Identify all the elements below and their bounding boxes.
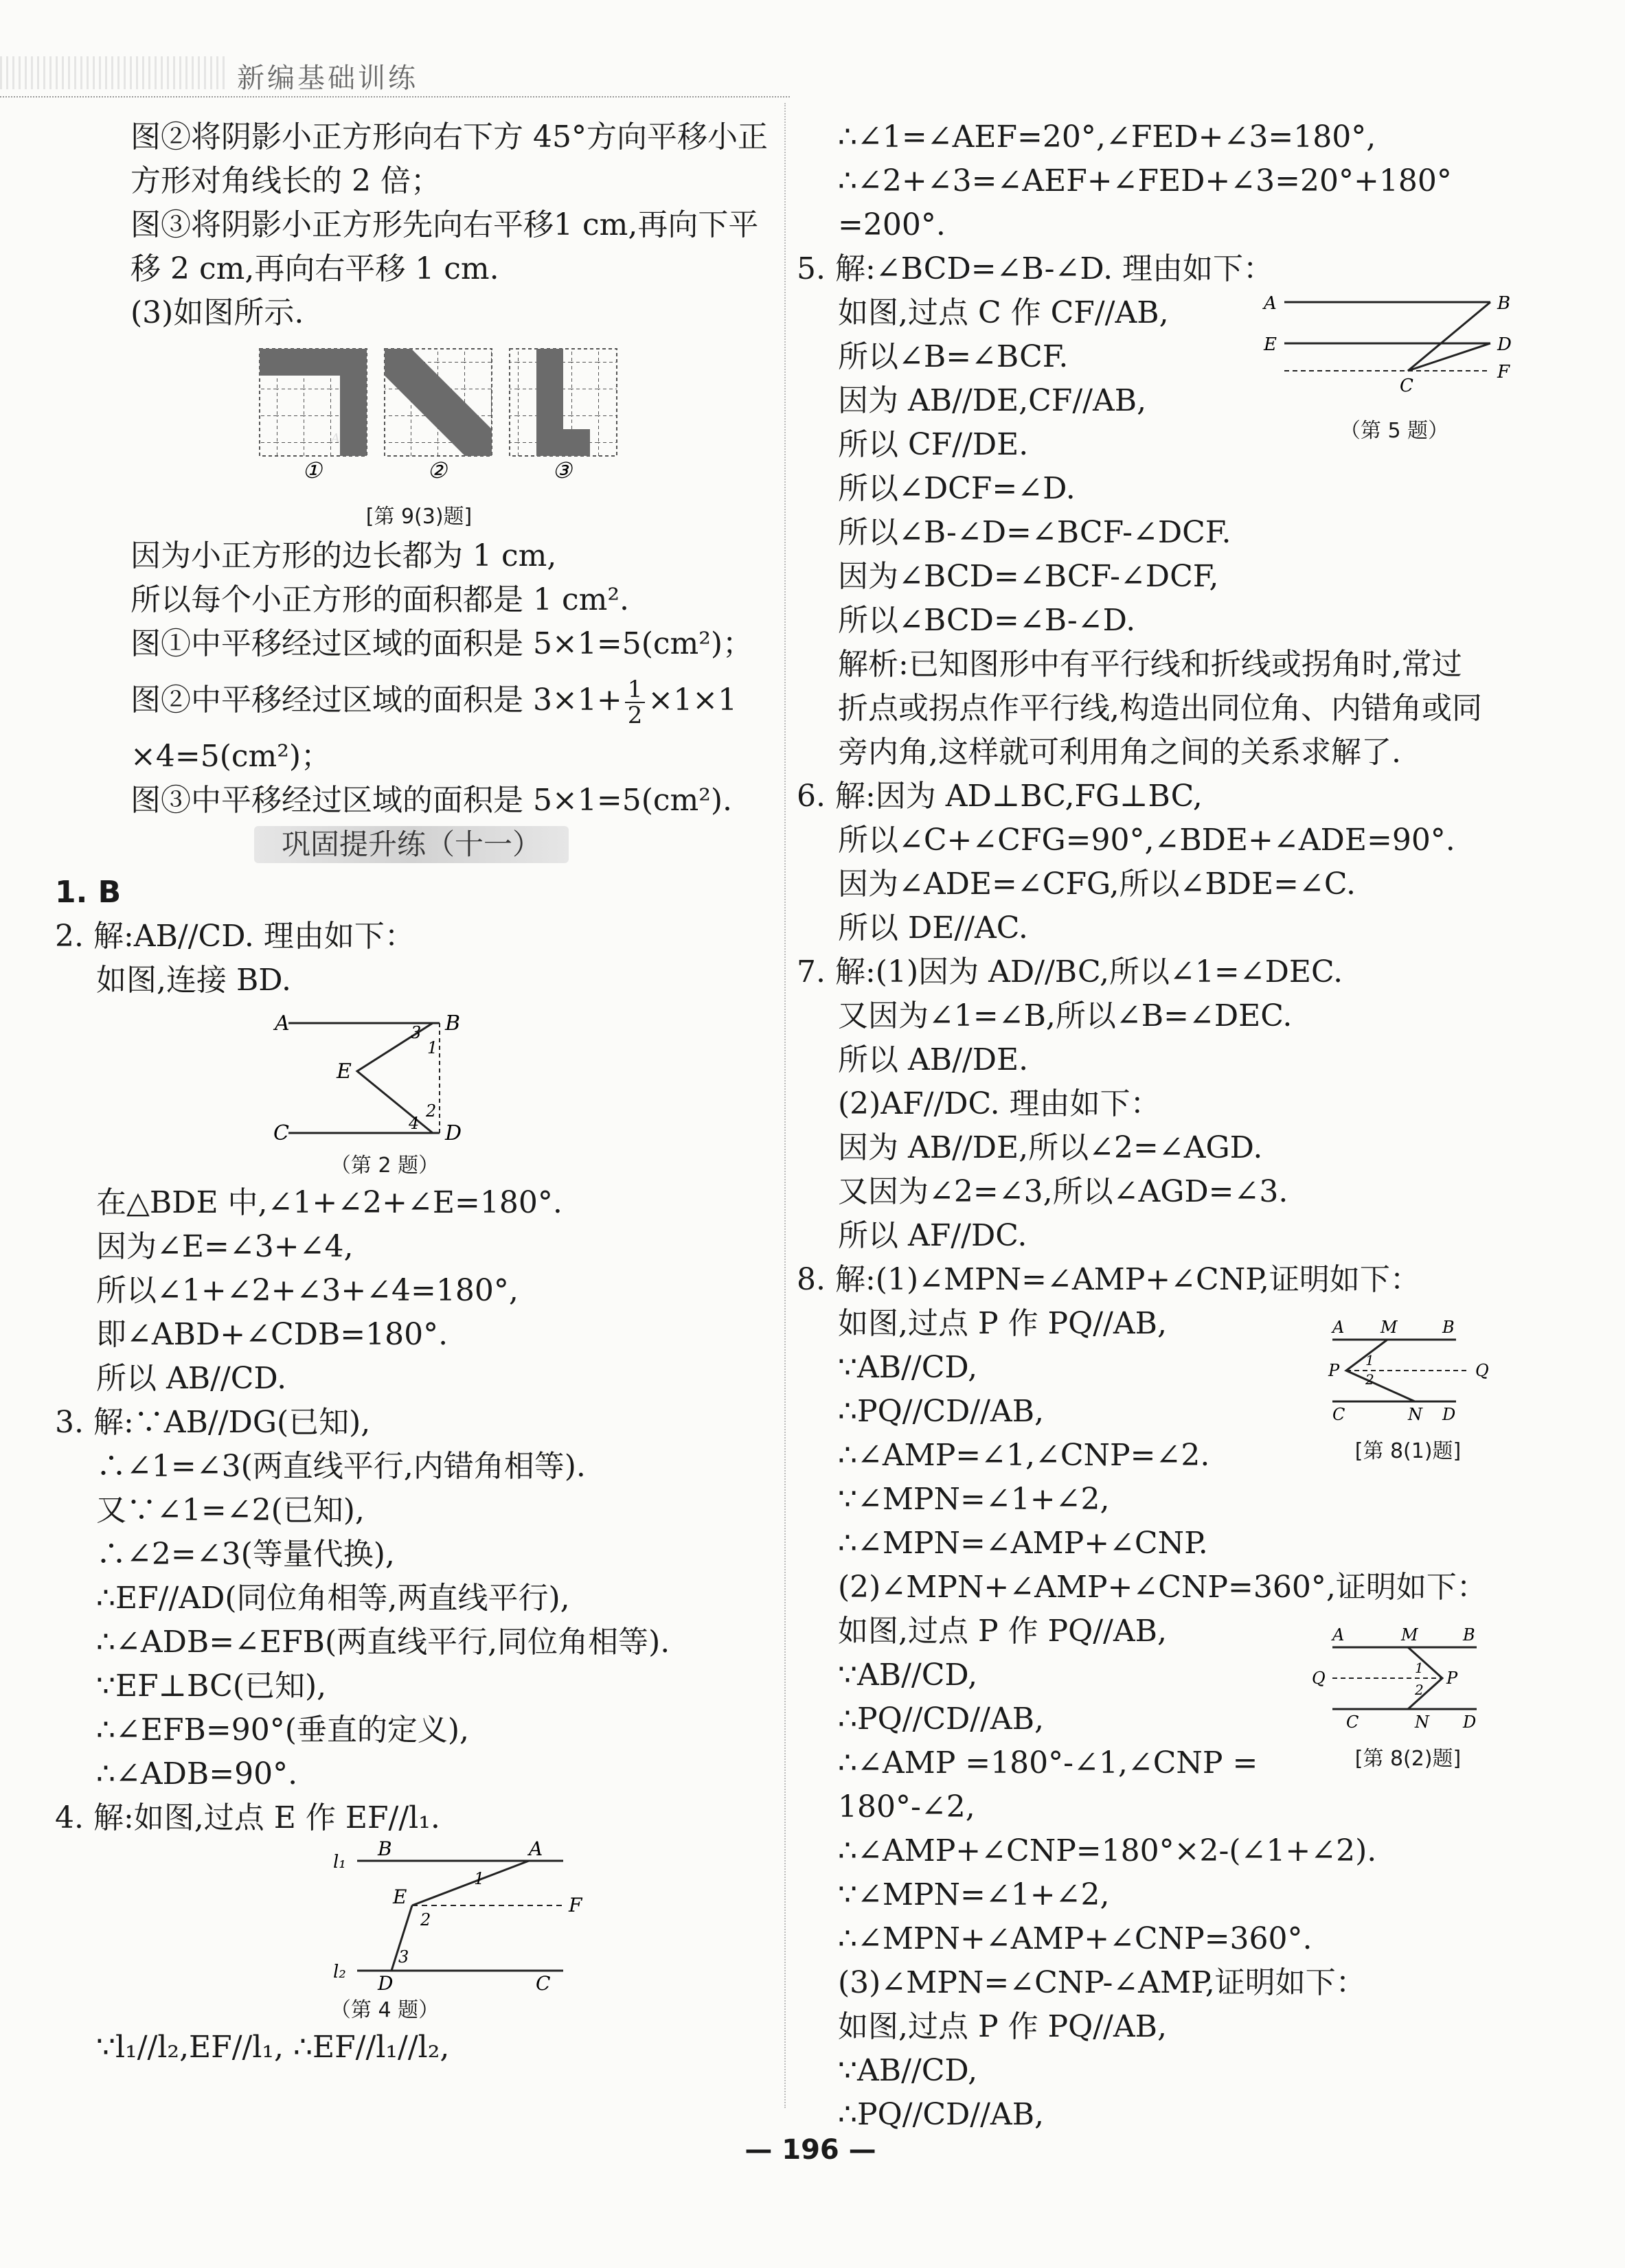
text-line: 180°-∠2, — [838, 1789, 975, 1824]
text-line: ∵AB//CD, — [838, 1658, 978, 1693]
question-6-body — [797, 818, 1566, 950]
text-line: ∵AB//CD, — [838, 2053, 978, 2088]
text-line: 因为小正方形的边长都为 1 cm, — [130, 538, 557, 573]
angle-label: 2 — [420, 1910, 431, 1929]
text-line: 所以 AB//DE. — [838, 1042, 1029, 1077]
point-label: D — [1442, 1405, 1456, 1424]
point-label: F — [569, 1894, 582, 1916]
angle-label: 1 — [1415, 1660, 1424, 1676]
text-line: ×4=5(cm²)； — [130, 739, 332, 774]
question-3-body — [55, 1445, 749, 1796]
question-6-title: 6. 解:因为 AD⊥BC,FG⊥BC, — [797, 779, 1203, 814]
grid-3 — [510, 349, 617, 483]
text-line: 图③将阴影小正方形先向右平移1 cm,再向下平 — [130, 207, 759, 242]
point-label: Q — [1312, 1669, 1326, 1688]
angle-label: 1 — [427, 1038, 438, 1057]
point-label: C — [1400, 376, 1413, 396]
geometry-figure-2 — [55, 1003, 714, 1154]
point-label: B — [1442, 1318, 1455, 1337]
text-line: 因为 AB//DE,CF//AB, — [838, 383, 1147, 418]
text-line: 如图,过点 P 作 PQ//AB, — [838, 1614, 1167, 1649]
text-line: ∴∠2=∠3(等量代换), — [96, 1537, 395, 1572]
angle-label: 2 — [1415, 1682, 1424, 1698]
grid-label: ① — [302, 457, 322, 483]
point-label: A — [1332, 1318, 1345, 1337]
point-label: C — [536, 1972, 551, 1995]
text-line: (2)AF//DC. 理由如下： — [838, 1086, 1161, 1121]
column-divider — [784, 103, 786, 2108]
section-banner: 巩固提升练（十一） — [254, 826, 569, 863]
point-label: A — [275, 1011, 290, 1035]
point-label: A — [1332, 1625, 1345, 1645]
text-line: ∴∠AMP=∠1,∠CNP=∠2. — [838, 1438, 1210, 1473]
figure-caption: [第 9(3)题] — [365, 505, 473, 529]
figure-caption: （第 4 题） — [330, 1998, 440, 2022]
figure-q5 — [1250, 282, 1538, 443]
point-label: B — [445, 1011, 461, 1035]
figure-q4 — [55, 1840, 749, 2026]
point-label: E — [1264, 334, 1277, 355]
text-line: 所以∠DCF=∠D. — [838, 471, 1076, 506]
text-line: ∴∠2+∠3=∠AEF+∠FED+∠3=20°+180° — [838, 163, 1452, 198]
text-line: ∴∠ADB=90°. — [96, 1756, 298, 1791]
left-column — [55, 115, 768, 2070]
text-line: 如图,过点 P 作 PQ//AB, — [838, 1306, 1167, 1341]
figure-caption: [第 8(1)题] — [1354, 1439, 1462, 1463]
angle-label: 2 — [426, 1101, 437, 1121]
point-label: P — [1328, 1361, 1340, 1380]
angle-label: 3 — [398, 1947, 409, 1967]
page-header — [0, 0, 1625, 103]
text-line: 即∠ABD+∠CDB=180°. — [96, 1317, 448, 1352]
point-label: B — [1497, 293, 1511, 314]
text-line: 因为∠ADE=∠CFG,所以∠BDE=∠C. — [838, 867, 1356, 902]
question-8-title: 8. 解:(1)∠MPN=∠AMP+∠CNP,证明如下： — [797, 1262, 1420, 1297]
point-label: C — [273, 1121, 289, 1145]
geometry-figure-8-1 — [1305, 1316, 1552, 1425]
question-7-title: 7. 解:(1)因为 AD//BC,所以∠1=∠DEC. — [797, 954, 1343, 989]
area-block — [89, 534, 753, 823]
point-label: B — [378, 1840, 392, 1860]
text-line: ∵∠MPN=∠1+∠2, — [838, 1482, 1110, 1517]
text-line: 如图,过点 P 作 PQ//AB, — [838, 2009, 1167, 2044]
figure-caption: [第 8(2)题] — [1354, 1747, 1462, 1771]
text-line: ∵l₁//l₂,EF//l₁, ∴EF//l₁//l₂, — [96, 2030, 450, 2065]
angle-label: 1 — [474, 1869, 485, 1888]
question-5 — [797, 247, 1566, 775]
grid-label: ③ — [552, 457, 572, 483]
analysis-line: 折点或拐点作平行线,构造出同位角、内错角或同 — [838, 691, 1482, 726]
text-line: 因为∠BCD=∠BCF-∠DCF, — [838, 559, 1219, 594]
text-line: (2)∠MPN+∠AMP+∠CNP=360°,证明如下： — [838, 1570, 1487, 1605]
question-8 — [797, 1258, 1566, 2137]
fraction-denominator: 2 — [627, 701, 643, 729]
text-line: 图②将阴影小正方形向右下方 45°方向平移小正 — [130, 119, 768, 154]
angle-label: 1 — [1365, 1352, 1374, 1368]
point-label: E — [337, 1059, 352, 1084]
text-fragment: 图②中平移经过区域的面积是 3×1+ — [130, 683, 622, 718]
text-line: 所以∠B-∠D=∠BCF-∠DCF. — [838, 515, 1231, 550]
point-label: M — [1380, 1318, 1398, 1337]
angle-label: 2 — [1365, 1371, 1374, 1388]
text-line: 如图,连接 BD. — [96, 963, 292, 998]
intro-block — [89, 115, 768, 335]
text-line: ∴∠AMP =180°-∠1,∠CNP = — [838, 1745, 1258, 1780]
text-line: 如图,过点 C 作 CF//AB, — [838, 295, 1169, 330]
text-line: 图①中平移经过区域的面积是 5×1=5(cm²)； — [130, 626, 753, 661]
text-line-fraction — [130, 666, 749, 735]
point-label: B — [1463, 1625, 1475, 1645]
question-7-body — [797, 994, 1566, 1258]
point-label: D — [378, 1972, 394, 1995]
figure-caption: （第 2 题） — [330, 1154, 440, 1178]
header-decoration — [0, 56, 227, 89]
text-line: ∴∠MPN=∠AMP+∠CNP. — [838, 1526, 1208, 1561]
text-line: 又因为∠1=∠B,所以∠B=∠DEC. — [838, 998, 1293, 1033]
point-label: N — [1408, 1405, 1422, 1424]
figure-9-3 — [89, 335, 749, 534]
figure-q8-1 — [1305, 1316, 1552, 1463]
point-label: E — [393, 1886, 407, 1908]
header-rule — [0, 96, 790, 98]
point-label: A — [1264, 293, 1277, 314]
question-4-title: 4. 解:如图,过点 E 作 EF//l₁. — [55, 1800, 440, 1835]
text-line: ∴PQ//CD//AB, — [838, 1394, 1045, 1429]
text-line: 所以∠1+∠2+∠3+∠4=180°, — [96, 1273, 519, 1308]
right-column — [797, 115, 1566, 2137]
text-line: ∴∠EFB=90°(垂直的定义), — [96, 1713, 470, 1748]
angle-label: 3 — [411, 1023, 422, 1042]
figure-caption: （第 5 题） — [1339, 419, 1449, 443]
line-label: l₂ — [333, 1962, 346, 1982]
point-label: N — [1415, 1713, 1429, 1732]
text-line: 所以每个小正方形的面积都是 1 cm². — [130, 582, 629, 617]
text-line: ∴∠1=∠AEF=20°,∠FED+∠3=180°, — [838, 119, 1376, 154]
fraction-numerator: 1 — [625, 677, 646, 703]
translation-grids — [89, 335, 749, 507]
grid-1 — [260, 349, 367, 483]
grid-2 — [385, 349, 492, 483]
text-line: 又∵∠1=∠2(已知), — [96, 1493, 365, 1528]
geometry-figure-8-2 — [1305, 1623, 1552, 1733]
text-line: 方形对角线长的 2 倍； — [130, 163, 441, 198]
question-3-title: 3. 解:∵AB//DG(已知), — [55, 1405, 371, 1440]
text-line: =200°. — [838, 207, 946, 242]
text-line: 移 2 cm,再向右平移 1 cm. — [130, 251, 499, 286]
analysis-line: 旁内角,这样就可利用角之间的关系求解了. — [838, 735, 1401, 770]
text-line: 因为∠E=∠3+∠4, — [96, 1229, 354, 1264]
text-fragment: ×1×1 — [648, 683, 738, 718]
text-line: ∴PQ//CD//AB, — [838, 2097, 1045, 2132]
question-5-title: 5. 解:∠BCD=∠B-∠D. 理由如下： — [797, 251, 1274, 286]
section-banner-row — [89, 823, 749, 871]
text-line: ∴EF//AD(同位角相等,两直线平行), — [96, 1581, 570, 1616]
page-number: — 196 — — [745, 2134, 876, 2166]
analysis-line: 解析:已知图形中有平行线和折线或拐角时,常过 — [838, 647, 1462, 682]
text-line: 所以 AF//DC. — [838, 1218, 1027, 1253]
point-label: Q — [1475, 1361, 1489, 1380]
point-label: M — [1401, 1625, 1418, 1645]
line-label: l₁ — [333, 1852, 346, 1872]
point-label: A — [529, 1840, 543, 1860]
text-line: 所以 DE//AC. — [838, 910, 1028, 946]
point-label: C — [1332, 1405, 1345, 1424]
text-line: ∴PQ//CD//AB, — [838, 1702, 1045, 1737]
text-line: ∵AB//CD, — [838, 1350, 978, 1385]
text-line: (3)∠MPN=∠CNP-∠AMP,证明如下： — [838, 1965, 1366, 2000]
text-line: ∴∠MPN+∠AMP+∠CNP=360°. — [838, 1921, 1312, 1956]
text-line: 因为 AB//DE,所以∠2=∠AGD. — [838, 1130, 1263, 1165]
text-line: 所以∠BCD=∠B-∠D. — [838, 603, 1136, 638]
point-label: F — [1497, 362, 1510, 382]
geometry-figure-5 — [1250, 282, 1538, 405]
text-line: ∴∠1=∠3(两直线平行,内错角相等). — [96, 1449, 586, 1484]
text-line: 图③中平移经过区域的面积是 5×1=5(cm²). — [130, 783, 733, 818]
grid-label: ② — [427, 457, 447, 483]
text-line: (3)如图所示. — [130, 295, 304, 330]
fraction — [625, 677, 646, 728]
text-line: 所以∠C+∠CFG=90°,∠BDE+∠ADE=90°. — [838, 823, 1455, 858]
question-2-body — [55, 1181, 749, 1401]
point-label: P — [1446, 1669, 1458, 1688]
text-line: ∴∠ADB=∠EFB(两直线平行,同位角相等). — [96, 1625, 670, 1660]
text-line: 所以∠B=∠BCF. — [838, 339, 1069, 374]
header-title: 新编基础训练 — [237, 62, 418, 94]
point-label: D — [445, 1121, 462, 1145]
angle-label: 4 — [409, 1114, 420, 1133]
q4-continuation — [797, 115, 1566, 247]
point-label: D — [1497, 334, 1512, 355]
figure-q8-2 — [1305, 1623, 1552, 1771]
text-line: 所以 CF//DE. — [838, 427, 1029, 462]
text-line: 又因为∠2=∠3,所以∠AGD=∠3. — [838, 1174, 1288, 1209]
text-line: 所以 AB//CD. — [96, 1361, 287, 1396]
geometry-figure-4 — [55, 1840, 714, 1998]
figure-q2 — [55, 1003, 749, 1181]
text-line: 在△BDE 中,∠1+∠2+∠E=180°. — [96, 1185, 562, 1220]
question-1: 1. B — [55, 875, 122, 910]
point-label: C — [1346, 1713, 1359, 1732]
text-line: ∵EF⊥BC(已知), — [96, 1669, 327, 1704]
text-line: ∴∠AMP+∠CNP=180°×2-(∠1+∠2). — [838, 1833, 1377, 1868]
questions-left — [55, 871, 749, 2070]
corner-label: A — [331, 431, 340, 446]
text-line: ∵∠MPN=∠1+∠2, — [838, 1877, 1110, 1912]
point-label: D — [1463, 1713, 1477, 1732]
question-2-title: 2. 解:AB//CD. 理由如下： — [55, 919, 415, 954]
